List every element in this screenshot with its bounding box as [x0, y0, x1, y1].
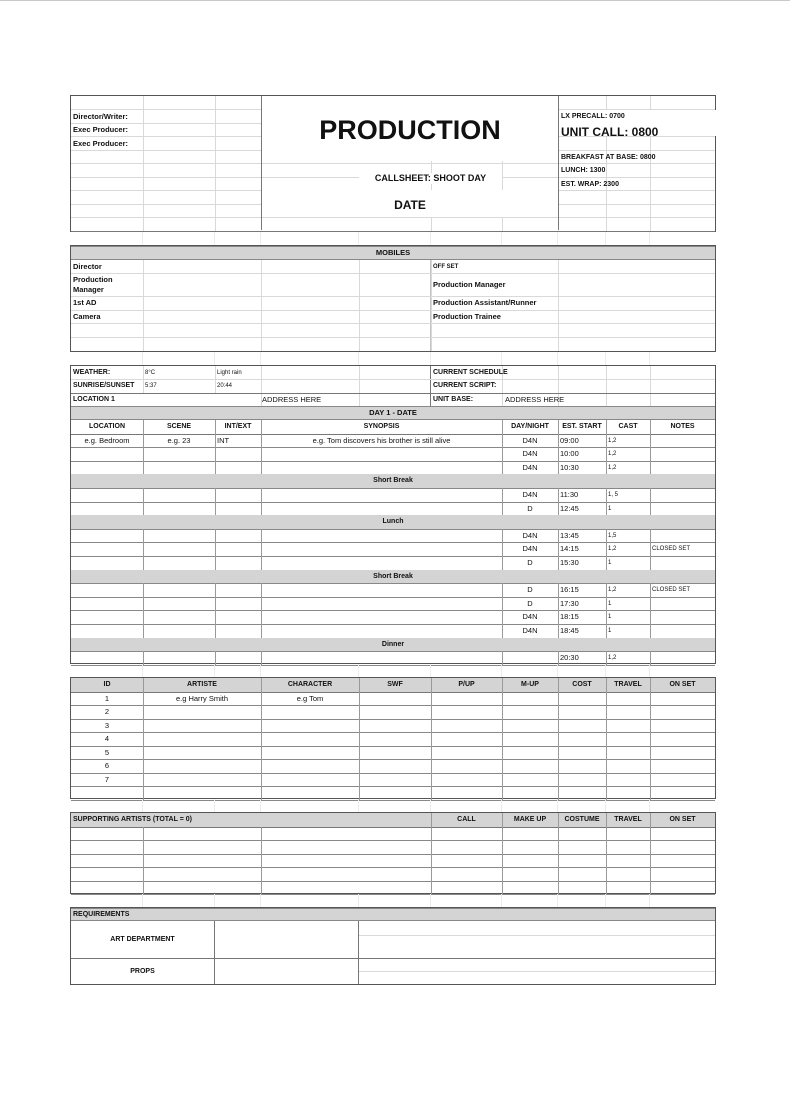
cast-character: e.g Tom [296, 693, 324, 703]
schedule-header-intext: INT/EXT [224, 423, 252, 430]
current-schedule: CURRENT SCHEDULE [433, 369, 508, 376]
mobiles-title: MOBILES [375, 248, 411, 257]
schedule-table [71, 420, 715, 663]
lx-precall: LX PRECALL: 0700 [561, 113, 625, 120]
schedule-row [71, 583, 715, 598]
cast-header-row [71, 678, 715, 693]
schedule-cell-cast: 1,2 [608, 546, 617, 553]
requirement-props: PROPS [130, 968, 155, 975]
director-writer-label: Director/Writer: [73, 112, 128, 121]
header-block [70, 95, 716, 232]
schedule-break-row [71, 638, 715, 653]
break-label: Lunch [382, 518, 404, 526]
weather-temp: 8°C [145, 370, 156, 376]
location-label: LOCATION 1 [73, 396, 115, 403]
supporting-header-cell: TRAVEL [614, 816, 642, 823]
schedule-cell-intext: INT [217, 435, 230, 445]
supporting-header-cell: ON SET [669, 816, 696, 823]
weather-desc: Light rain [217, 370, 242, 376]
schedule-header-start: EST. START [562, 423, 602, 430]
sunrise-sunset-label: SUNRISE/SUNSET [73, 382, 135, 389]
cast-header-cell: ARTISTE [187, 681, 217, 688]
callsheet [70, 95, 716, 985]
schedule-cell-daynight: D4N [522, 544, 538, 554]
supporting-header-row [71, 813, 715, 828]
sunset-time: 20:44 [217, 383, 233, 389]
schedule-cell-cast: 1, 5 [608, 492, 619, 498]
mobile-production-manager-offset: Production Manager [433, 280, 506, 289]
schedule-cell-notes: CLOSED SET [652, 546, 691, 553]
mobile-camera: Camera [73, 312, 101, 321]
supporting-artists-table [71, 813, 715, 893]
cast-header-cell: SWF [387, 681, 403, 688]
unit-base-address: ADDRESS HERE [505, 395, 565, 404]
page-top-rule [0, 0, 790, 1]
schedule-break-row [71, 515, 715, 530]
break-label: Short Break [373, 572, 413, 580]
cast-id: 5 [104, 747, 110, 757]
supporting-artists-block [70, 812, 716, 894]
schedule-break-row [71, 474, 715, 489]
schedule-cell-daynight: D4N [522, 626, 538, 635]
schedule-row [71, 502, 715, 517]
weather-label: WEATHER: [73, 369, 111, 376]
schedule-cell-daynight: D4N [522, 530, 538, 540]
schedule-cell-cast: 1,5 [608, 532, 617, 539]
supporting-header-cell: CALL [457, 816, 476, 823]
schedule-cell-daynight: D [527, 585, 533, 595]
current-script: CURRENT SCRIPT: [433, 382, 497, 389]
cast-header-cell: COST [572, 681, 592, 688]
schedule-cell-start: 17:30 [560, 598, 579, 608]
schedule-cell-daynight: D4N [522, 490, 538, 499]
cast-id: 4 [104, 734, 110, 743]
lunch-time: LUNCH: 1300 [561, 167, 606, 174]
schedule-cell-daynight: D4N [522, 612, 538, 622]
cast-header-cell: ON SET [669, 681, 696, 688]
schedule-cell-location: e.g. Bedroom [84, 435, 130, 445]
schedule-header-scene: SCENE [166, 423, 192, 430]
schedule-header-synopsis: SYNOPSIS [363, 423, 400, 430]
schedule-cell-start: 20:30 [560, 653, 579, 663]
schedule-cell-daynight: D [527, 503, 533, 513]
unit-call: UNIT CALL: 0800 [561, 125, 659, 139]
schedule-cell-cast: 1 [608, 614, 612, 621]
schedule-cell-cast: 1 [608, 628, 612, 634]
schedule-cell-start: 15:30 [560, 558, 579, 567]
cast-row [71, 746, 715, 761]
schedule-header-row [71, 420, 715, 435]
schedule-cell-cast: 1 [608, 600, 612, 607]
location-address: ADDRESS HERE [262, 395, 322, 404]
mobile-production-trainee: Production Trainee [433, 312, 501, 321]
schedule-cell-synopsis: e.g. Tom discovers his brother is still alive [312, 435, 451, 445]
cast-header-cell: P/UP [458, 681, 475, 688]
unit-base-label: UNIT BASE: [433, 396, 474, 403]
schedule-cell-cast: 1 [608, 505, 612, 512]
cast-header-cell: TRAVEL [614, 681, 642, 688]
schedule-break-row [71, 570, 715, 585]
requirements-title: REQUIREMENTS [73, 911, 130, 918]
cast-header-cell: ID [103, 681, 111, 688]
schedule-cell-cast: 1,2 [608, 437, 617, 444]
break-label: Short Break [373, 477, 413, 485]
production-title: PRODUCTION [319, 115, 501, 145]
cast-row [71, 732, 715, 747]
mobile-production-manager: Production Manager [73, 275, 113, 294]
schedule-cell-cast: 1,2 [608, 451, 617, 458]
schedule-row [71, 529, 715, 544]
schedule-cell-daynight: D4N [522, 449, 538, 459]
cast-block [70, 677, 716, 799]
mobile-off-set: OFF SET [433, 264, 459, 270]
schedule-row [71, 461, 715, 476]
schedule-cell-start: 12:45 [560, 503, 579, 513]
schedule-cell-start: 16:15 [560, 585, 579, 595]
schedule-header-notes: NOTES [670, 423, 695, 430]
schedule-cell-start: 09:00 [560, 435, 579, 445]
schedule-cell-start: 13:45 [560, 530, 579, 540]
day-title: DAY 1 - DATE [369, 408, 417, 417]
exec-producer-label: Exec Producer: [73, 125, 129, 134]
schedule-header-location: LOCATION [88, 423, 126, 430]
cast-table [71, 678, 715, 798]
schedule-cell-cast: 1,2 [608, 587, 617, 594]
cast-row [71, 719, 715, 734]
schedule-row [71, 610, 715, 625]
supporting-row [71, 867, 715, 882]
supporting-row [71, 827, 715, 842]
schedule-header-daynight: DAY/NIGHT [511, 423, 549, 430]
schedule-row [71, 434, 715, 449]
cast-row [71, 773, 715, 788]
cast-id: 6 [104, 761, 110, 770]
schedule-block [70, 365, 716, 664]
schedule-cell-daynight: D4N [522, 435, 538, 445]
breakfast-time: BREAKFAST AT BASE: 0800 [561, 154, 656, 161]
requirements-block [70, 907, 716, 985]
schedule-cell-start: 18:45 [560, 626, 579, 635]
schedule-cell-daynight: D4N [522, 462, 538, 472]
schedule-row [71, 542, 715, 557]
mobile-1st-ad: 1st AD [73, 298, 97, 307]
callsheet-shoot-day: CALLSHEET: SHOOT DAY [359, 173, 502, 184]
schedule-cell-daynight: D [527, 598, 533, 608]
mobile-production-assistant: Production Assistant/Runner [433, 298, 537, 307]
est-wrap-time: EST. WRAP: 2300 [561, 181, 619, 188]
schedule-cell-start: 18:15 [560, 612, 579, 622]
schedule-cell-start: 10:30 [560, 462, 579, 472]
schedule-cell-daynight: D [527, 558, 533, 567]
requirement-art-department: ART DEPARTMENT [110, 936, 175, 943]
schedule-cell-cast: 1,2 [608, 464, 617, 471]
supporting-row [71, 854, 715, 869]
supporting-header-cell: MAKE UP [513, 816, 547, 823]
cast-row [71, 692, 715, 707]
supporting-row [71, 881, 715, 896]
mobile-director: Director [73, 262, 102, 271]
cast-header-cell: M-UP [521, 681, 539, 688]
supporting-title: SUPPORTING ARTISTS (TOTAL = 0) [73, 816, 192, 823]
schedule-row [71, 556, 715, 571]
date-heading: DATE [394, 198, 426, 212]
schedule-row [71, 447, 715, 462]
schedule-header-cast: CAST [618, 423, 638, 430]
supporting-row [71, 840, 715, 855]
exec-producer-label: Exec Producer: [73, 139, 129, 148]
cast-row [71, 759, 715, 774]
sunrise-time: 5:37 [145, 383, 157, 389]
cast-row [71, 705, 715, 720]
schedule-cell-start: 10:00 [560, 449, 579, 459]
schedule-row [71, 488, 715, 503]
schedule-cell-scene: e.g. 23 [167, 435, 191, 445]
schedule-row [71, 597, 715, 612]
schedule-cell-start: 14:15 [560, 544, 579, 554]
schedule-cell-notes: CLOSED SET [652, 587, 691, 594]
cast-artiste: e.g Harry Smith [175, 693, 229, 703]
schedule-cell-start: 11:30 [560, 490, 579, 499]
cast-header-cell: CHARACTER [287, 681, 333, 688]
schedule-row [71, 624, 715, 639]
break-label: Dinner [381, 640, 405, 648]
schedule-cell-cast: 1 [608, 560, 612, 566]
cast-id: 3 [104, 720, 110, 730]
mobiles-block [70, 245, 716, 352]
cast-id: 7 [104, 774, 110, 784]
schedule-cell-cast: 1,2 [608, 655, 617, 662]
supporting-header-cell: COSTUME [564, 816, 600, 823]
cast-id: 1 [104, 693, 110, 703]
cast-id: 2 [104, 707, 110, 716]
